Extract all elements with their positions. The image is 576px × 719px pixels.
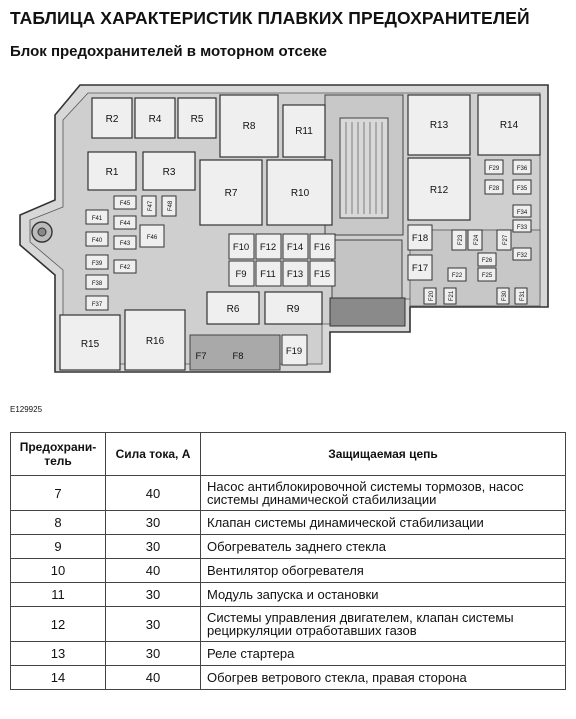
label-r9: R9 — [286, 304, 300, 315]
label-f30: F30 — [502, 290, 508, 302]
label-r14: R14 — [499, 120, 519, 131]
table-row — [11, 666, 566, 690]
table-row — [11, 535, 566, 559]
table-row — [11, 511, 566, 535]
cell-amps: 30 — [106, 535, 201, 559]
label-r5: R5 — [190, 114, 204, 125]
label-f47: F47 — [148, 200, 154, 212]
label-f32: F32 — [516, 253, 528, 259]
table-row — [11, 642, 566, 666]
table-header-row — [11, 433, 566, 476]
cell-amps: 30 — [106, 583, 201, 607]
cell-circuit: Модуль запуска и остановки — [201, 583, 566, 607]
label-r7: R7 — [224, 188, 238, 199]
section-subtitle: Блок предохранителей в моторном отсеке — [10, 43, 328, 60]
label-f11: F11 — [260, 269, 276, 280]
label-f23: F23 — [458, 234, 464, 246]
column-header-circuit: Защищаемая цепь — [201, 433, 566, 476]
table-row — [11, 607, 566, 642]
label-f25: F25 — [481, 273, 493, 279]
label-r12: R12 — [429, 185, 449, 196]
label-f26: F26 — [481, 258, 493, 264]
cell-amps: 30 — [106, 642, 201, 666]
label-f17: F17 — [411, 263, 429, 274]
cell-fuse: 13 — [11, 642, 106, 666]
page-title: ТАБЛИЦА ХАРАКТЕРИСТИК ПЛАВКИХ ПРЕДОХРАНИТЕЛЕЙ — [10, 8, 530, 28]
cell-fuse: 11 — [11, 583, 106, 607]
label-f24: F24 — [474, 234, 480, 246]
label-f38: F38 — [91, 281, 103, 287]
table-row — [11, 476, 566, 511]
label-r6: R6 — [226, 304, 240, 315]
label-r16: R16 — [145, 336, 165, 347]
cell-fuse: 9 — [11, 535, 106, 559]
table-row — [11, 559, 566, 583]
label-f13: F13 — [286, 269, 304, 280]
label-f14: F14 — [286, 242, 304, 253]
label-r13: R13 — [429, 120, 449, 131]
cell-circuit: Клапан системы динамической стабилизации — [201, 511, 566, 535]
cell-amps: 40 — [106, 666, 201, 690]
column-header-amps: Сила тока, А — [106, 433, 201, 476]
label-f7: F7 — [195, 351, 207, 362]
label-f45: F45 — [119, 201, 131, 207]
label-f22: F22 — [451, 273, 463, 279]
label-f39: F39 — [91, 261, 103, 267]
label-f48: F48 — [168, 200, 174, 212]
diagram-code: E129925 — [10, 405, 43, 414]
label-f34: F34 — [516, 210, 528, 216]
label-f8: F8 — [232, 351, 244, 362]
cell-circuit: Системы управления двигателем, клапан системы рециркуляции отработавших газов — [201, 607, 566, 642]
label-f16: F16 — [313, 242, 331, 253]
label-f19: F19 — [285, 346, 303, 357]
label-f15: F15 — [313, 269, 331, 280]
cell-circuit: Реле стартера — [201, 642, 566, 666]
cell-circuit: Обогреватель заднего стекла — [201, 535, 566, 559]
label-f18: F18 — [411, 233, 429, 244]
table-row — [11, 583, 566, 607]
label-f10: F10 — [232, 242, 250, 253]
fuse-table — [10, 432, 566, 690]
label-f33: F33 — [516, 225, 528, 231]
label-r4: R4 — [148, 114, 162, 125]
label-f31: F31 — [520, 290, 526, 302]
label-f43: F43 — [119, 241, 131, 247]
cell-fuse: 8 — [11, 511, 106, 535]
label-r11: R11 — [295, 126, 313, 137]
label-f40: F40 — [91, 238, 103, 244]
label-f20: F20 — [429, 290, 435, 302]
label-f28: F28 — [488, 186, 500, 192]
cell-circuit: Вентилятор обогревателя — [201, 559, 566, 583]
cell-fuse: 14 — [11, 666, 106, 690]
label-r8: R8 — [242, 121, 256, 132]
label-r10: R10 — [290, 188, 310, 199]
cell-fuse: 10 — [11, 559, 106, 583]
cell-amps: 30 — [106, 607, 201, 642]
cell-fuse: 12 — [11, 607, 106, 642]
label-f44: F44 — [119, 221, 131, 227]
label-f21: F21 — [449, 290, 455, 302]
label-f29: F29 — [488, 166, 500, 172]
cell-amps: 30 — [106, 511, 201, 535]
label-r1: R1 — [105, 167, 119, 178]
cell-circuit: Насос антиблокировочной системы тормозов, насос системы динамической стабилизации — [201, 476, 566, 511]
fuse-box-diagram — [0, 70, 576, 405]
label-f46: F46 — [146, 235, 158, 241]
label-f36: F36 — [516, 166, 528, 172]
label-r15: R15 — [80, 339, 100, 350]
cell-amps: 40 — [106, 476, 201, 511]
label-r3: R3 — [162, 167, 176, 178]
label-f27: F27 — [503, 234, 509, 246]
cell-fuse: 7 — [11, 476, 106, 511]
cell-circuit: Обогрев ветрового стекла, правая сторона — [201, 666, 566, 690]
label-f9: F9 — [235, 269, 247, 280]
column-header-fuse: Предохрани-тель — [11, 433, 106, 476]
label-r2: R2 — [105, 114, 119, 125]
label-f35: F35 — [516, 186, 528, 192]
label-f12: F12 — [259, 242, 277, 253]
label-f37: F37 — [91, 302, 103, 308]
label-f41: F41 — [91, 216, 103, 222]
label-f42: F42 — [119, 265, 131, 271]
cell-amps: 40 — [106, 559, 201, 583]
